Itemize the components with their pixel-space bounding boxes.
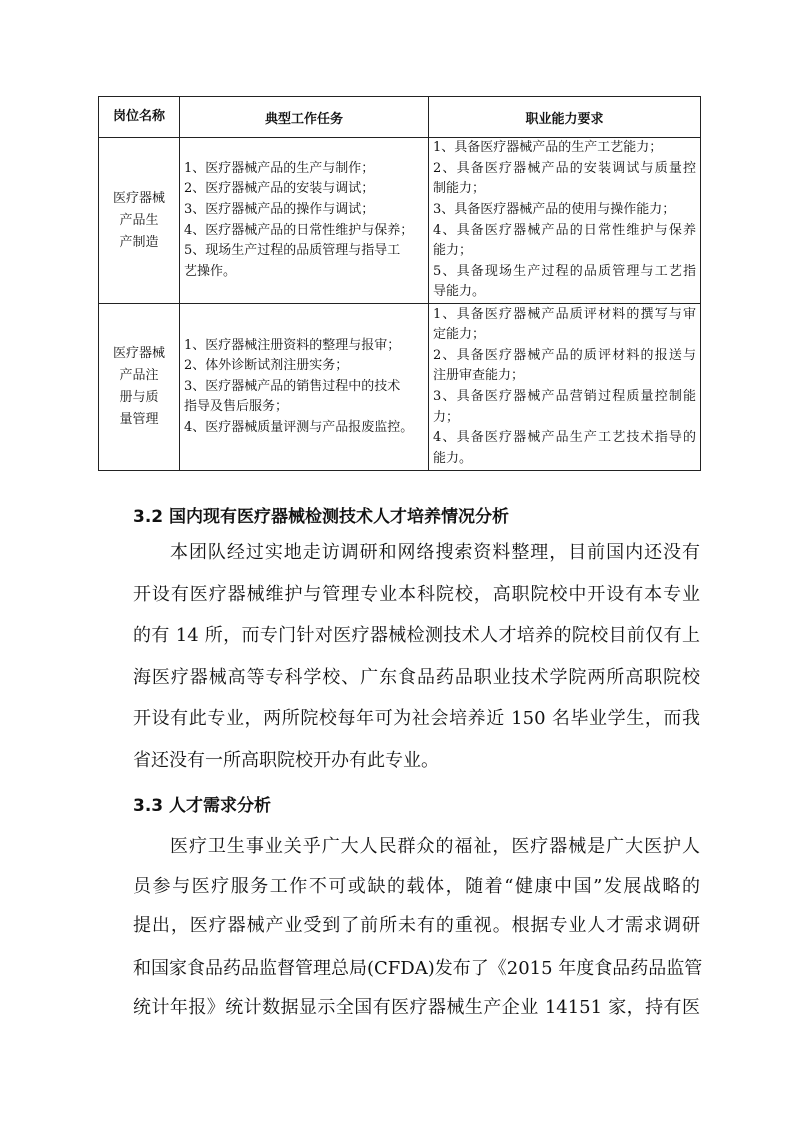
header-tasks: 典型工作任务 <box>180 97 429 138</box>
tasks-cell <box>180 304 429 471</box>
header-abilities: 职业能力要求 <box>429 97 701 138</box>
ability-line: 2、具备医疗器械产品的安装调试与质量控 <box>433 160 696 176</box>
ability-line: 导能力。 <box>433 284 486 300</box>
ability-line: 能力； <box>433 243 473 259</box>
paragraph-line: 开设有医疗器械维护与管理专业本科院校，高职院校中开设有本专业 <box>133 584 700 605</box>
ability-line: 注册审查能力； <box>433 368 525 384</box>
section-heading-3-3: 3.3 人才需求分析 <box>133 796 272 816</box>
header-position: 岗位名称 <box>99 97 180 138</box>
task-line: 4、医疗器械质量评测与产品报废监控。 <box>184 419 414 435</box>
position-cell <box>99 138 180 304</box>
ability-line: 4、具备医疗器械产品的日常性维护与保养 <box>433 222 696 238</box>
position-line: 产品生 <box>119 212 159 228</box>
table-row <box>99 138 701 304</box>
paragraph-line: 开设有此专业，两所院校每年可为社会培养近 150 名毕业学生，而我 <box>133 708 700 729</box>
table-header-row <box>99 97 701 138</box>
task-line: 1、医疗器械产品的生产与制作； <box>184 160 375 176</box>
paragraph-line: 海医疗器械高等专科学校、广东食品药品职业技术学院两所高职院校 <box>133 667 700 688</box>
task-line: 1、医疗器械注册资料的整理与报审； <box>184 337 401 353</box>
paragraph-line: 和国家食品药品监督管理总局(CFDA)发布了《2015 年度食品药品监管 <box>133 958 703 979</box>
position-line: 产品注 <box>119 368 159 383</box>
paragraph-line: 省还没有一所高职院校开办有此专业。 <box>133 750 439 771</box>
paragraph-line: 统计年报》统计数据显示全国有医疗器械生产企业 14151 家，持有医 <box>133 997 700 1018</box>
ability-line: 2、具备医疗器械产品的质评材料的报送与 <box>433 347 696 363</box>
ability-line: 1、具备医疗器械产品的生产工艺能力； <box>433 140 663 156</box>
ability-line: 定能力； <box>433 327 486 343</box>
task-line: 2、医疗器械产品的安装与调试； <box>184 181 375 197</box>
tasks-cell <box>180 138 429 304</box>
ability-line: 制能力； <box>433 181 486 197</box>
position-line: 产制造 <box>119 234 159 250</box>
ability-line: 能力。 <box>433 450 473 466</box>
position-cell <box>99 304 180 471</box>
paragraph-line: 员参与医疗服务工作不可或缺的载体，随着“健康中国”发展战略的 <box>133 876 700 897</box>
ability-line: 3、具备医疗器械产品营销过程质量控制能 <box>433 389 696 404</box>
abilities-cell <box>429 138 701 304</box>
paragraph-line: 医疗卫生事业关乎广大人民群众的福祉，医疗器械是广大医护人 <box>170 836 700 857</box>
task-line: 3、医疗器械产品的操作与调试； <box>184 201 375 217</box>
ability-line: 1、具备医疗器械产品质评材料的撰写与审 <box>433 306 696 322</box>
task-line: 4、医疗器械产品的日常性维护与保养； <box>184 222 414 238</box>
paragraph-line: 的有 14 所，而专门针对医疗器械检测技术人才培养的院校目前仅有上 <box>133 625 700 646</box>
ability-line: 5、具备现场生产过程的品质管理与工艺指 <box>433 263 696 279</box>
abilities-cell <box>429 304 701 471</box>
task-line: 5、现场生产过程的品质管理与指导工 <box>184 243 401 259</box>
ability-line: 3、具备医疗器械产品的使用与操作能力； <box>433 201 676 217</box>
position-line: 册与质 <box>119 390 159 405</box>
ability-line: 力； <box>433 409 460 425</box>
position-line: 医疗器械 <box>112 190 165 206</box>
task-line: 3、医疗器械产品的销售过程中的技术 <box>184 378 401 394</box>
ability-line: 4、具备医疗器械产品生产工艺技术指导的 <box>433 430 696 446</box>
task-line: 艺操作。 <box>184 263 237 279</box>
task-line: 2、体外诊断试剂注册实务； <box>184 358 349 374</box>
paragraph-line: 提出，医疗器械产业受到了前所未有的重视。根据专业人才需求调研 <box>133 915 700 936</box>
position-line: 量管理 <box>119 412 159 427</box>
position-line: 医疗器械 <box>112 346 165 361</box>
table-row <box>99 304 701 471</box>
task-line: 指导及售后服务； <box>184 399 289 415</box>
job-requirements-table <box>98 96 701 471</box>
paragraph-line: 本团队经过实地走访调研和网络搜索资料整理，目前国内还没有 <box>170 542 700 563</box>
section-heading-3-2: 3.2 国内现有医疗器械检测技术人才培养情况分析 <box>133 507 510 527</box>
